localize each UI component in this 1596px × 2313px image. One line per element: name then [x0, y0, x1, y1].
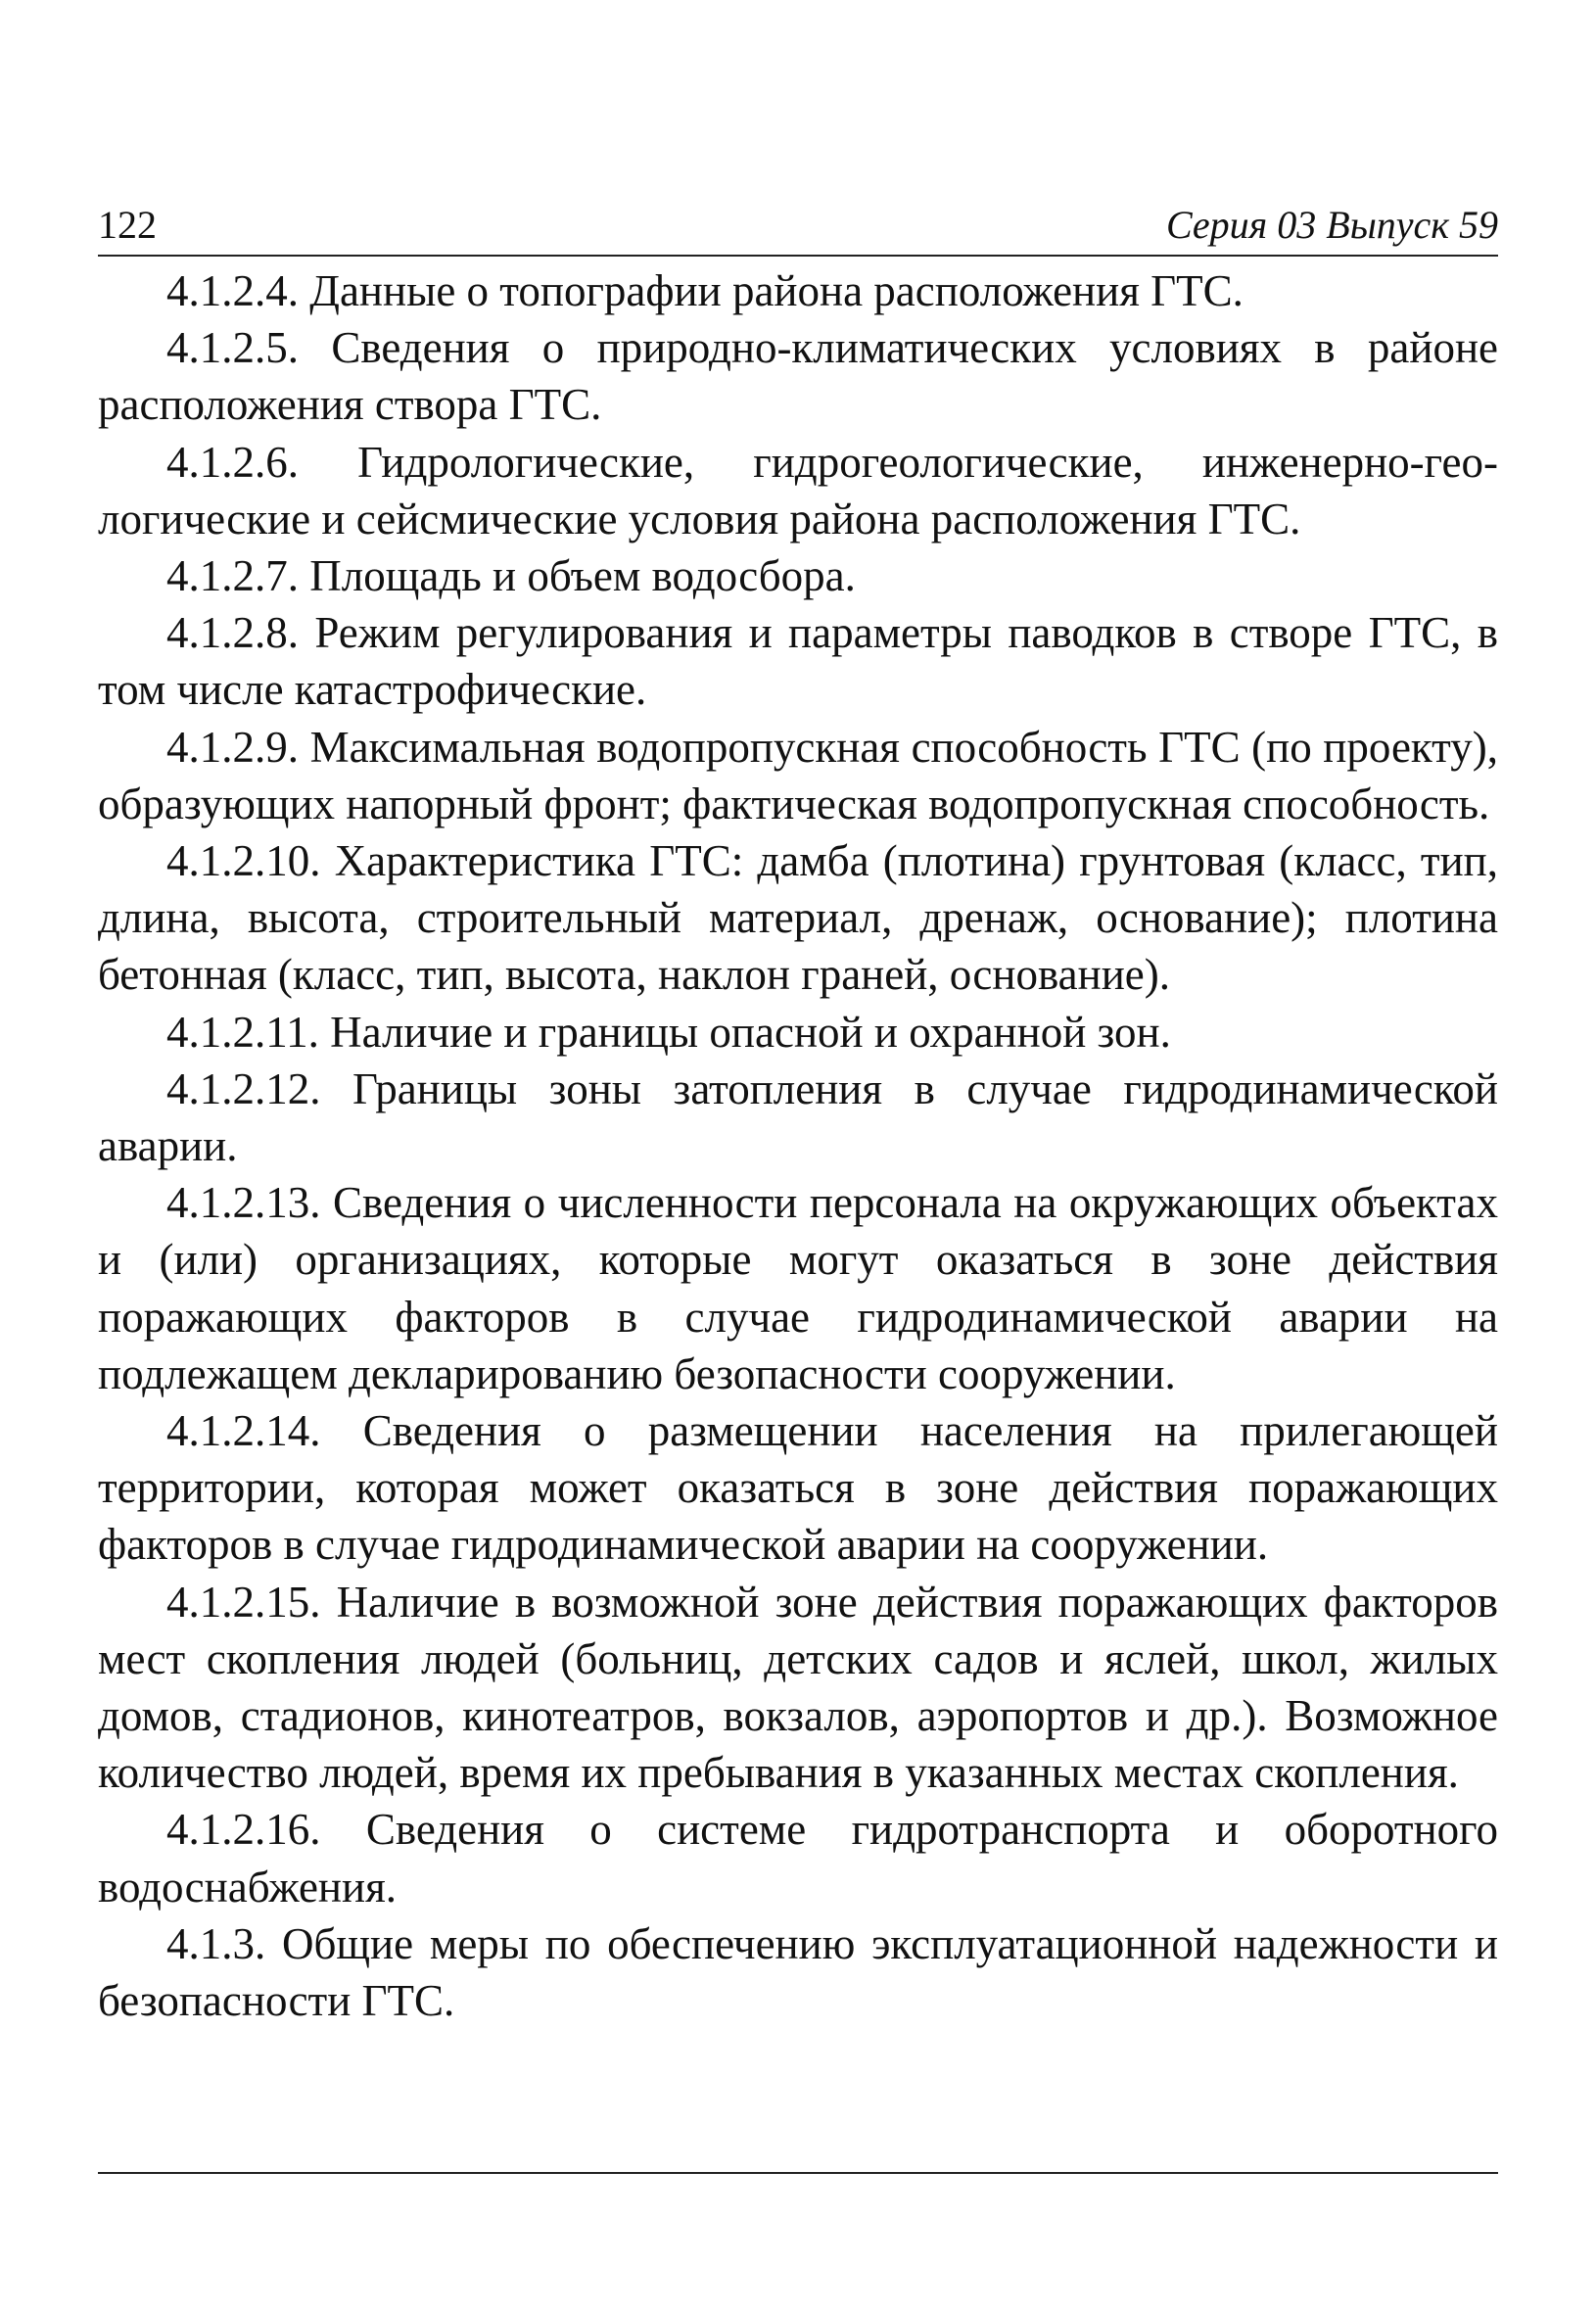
paragraph-4-1-2-6: 4.1.2.6. Гидрологические, гидрогеологические, инженерно-геологические и сейсмические условия района расположения ГТС.	[98, 437, 1498, 543]
series-issue-label: Серия 03 Выпуск 59	[1165, 203, 1498, 247]
paragraph-4-1-2-15: 4.1.2.15. Наличие в возможной зоне действия поражающих факторов мест скопления людей (больниц, детских садов и яслей, школ, жилых домов, стадионов, кинотеатров, вокзалов, аэропортов и др.). Возможное количество людей, время их пребывания в указанных местах скопления.	[98, 1577, 1498, 1798]
paragraph-4-1-2-5: 4.1.2.5. Сведения о природно-климатических условиях в районе расположения створа ГТС.	[98, 323, 1498, 430]
paragraph-4-1-2-8: 4.1.2.8. Режим регулирования и параметры паводков в створе ГТС, в том числе катастрофические.	[98, 608, 1498, 715]
paragraph-4-1-3: 4.1.3. Общие меры по обеспечению эксплуатационной надежности и безопасности ГТС.	[98, 1918, 1498, 2026]
bottom-divider	[98, 2172, 1498, 2174]
paragraph-4-1-2-7: 4.1.2.7. Площадь и объем водосбора.	[166, 551, 856, 601]
page-number: 122	[98, 203, 157, 247]
paragraph-4-1-2-12: 4.1.2.12. Границы зоны затопления в случае гидродинамической аварии.	[98, 1063, 1498, 1171]
paragraph-4-1-2-14: 4.1.2.14. Сведения о размещении населения на прилегающей территории, которая может оказаться в зоне действия поражающих факторов в случае гидродинамической аварии на сооружении.	[98, 1406, 1498, 1570]
paragraph-4-1-2-16: 4.1.2.16. Сведения о системе гидротранспорта и оборотного водоснабжения.	[98, 1805, 1498, 1912]
paragraph-4-1-2-4: 4.1.2.4. Данные о топографии района расположения ГТС.	[166, 266, 1244, 315]
paragraph-4-1-2-13: 4.1.2.13. Сведения о численности персонала на окружающих объектах и (или) организациях, которые могут оказаться в зоне действия поражающих факторов в случае гидродинамической аварии на подлежащем декларированию безопасности сооружении.	[98, 1178, 1498, 1398]
body-text	[98, 262, 1498, 2029]
paragraph-4-1-2-10: 4.1.2.10. Характеристика ГТС: дамба (плотина) грунтовая (класс, тип, длина, высота, строительный материал, дренаж, основание); плотина бетонная (класс, тип, высота, наклон граней, основание).	[98, 836, 1498, 1000]
running-header	[98, 196, 1498, 257]
paragraph-4-1-2-9: 4.1.2.9. Максимальная водопропускная способность ГТС (по проекту), образующих напорный фронт; фактическая водопропускная способность.	[98, 722, 1498, 828]
paragraph-4-1-2-11: 4.1.2.11. Наличие и границы опасной и охранной зон.	[166, 1007, 1171, 1057]
book-page	[98, 196, 1498, 2029]
